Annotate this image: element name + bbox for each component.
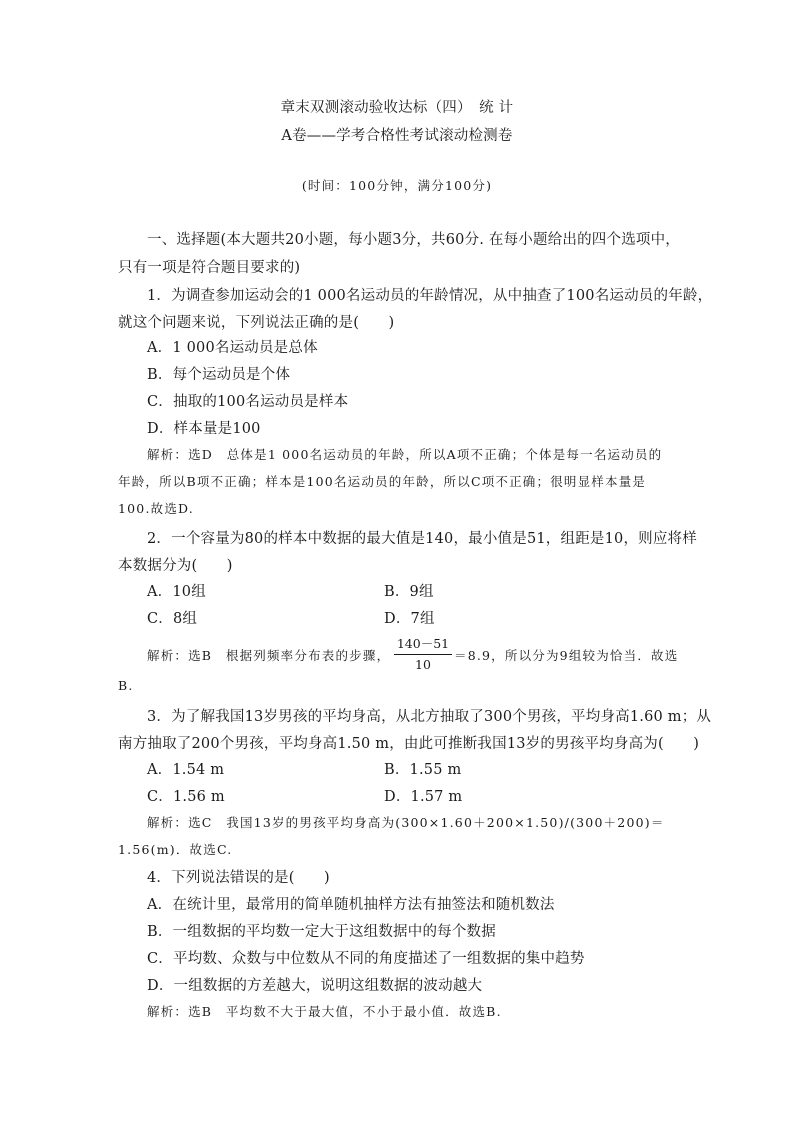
q3-solution: 解析：选C 我国13岁的男孩平均身高为(300×1.60＋200×1.50)/(300＋200)＝ bbox=[147, 815, 665, 830]
q2-stem-cont: 本数据分为( ) bbox=[118, 558, 233, 574]
q3-stem: 3．为了解我国13岁男孩的平均身高，从北方抽取了300个男孩，平均身高1.60 m；从 bbox=[147, 709, 712, 725]
q1-option-a: A．1 000名运动员是总体 bbox=[147, 340, 318, 356]
q4-solution: 解析：选B 平均数不大于最大值，不小于最小值．故选B. bbox=[147, 1004, 502, 1019]
q4-stem: 4．下列说法错误的是( ) bbox=[147, 870, 330, 886]
page-title: 章末双测滚动验收达标（四） 统 计 bbox=[280, 100, 514, 116]
q1-stem: 1．为调查参加运动会的1 000名运动员的年龄情况，从中抽查了100名运动员的年龄， bbox=[147, 288, 713, 304]
q3-option-c: C．1.56 m bbox=[147, 789, 225, 805]
q1-solution-cont: 年龄，所以B项不正确；样本是100名运动员的年龄，所以C项不正确；很明显样本量是 bbox=[118, 474, 647, 489]
fraction-bar bbox=[394, 654, 452, 655]
section-heading-cont: 只有一项是符合题目要求的) bbox=[118, 260, 301, 276]
q2-option-a: A．10组 bbox=[147, 584, 206, 600]
q2-option-c: C．8组 bbox=[147, 611, 198, 627]
q2-solution-end: B. bbox=[118, 678, 134, 693]
q3-option-b: B．1.55 m bbox=[384, 762, 462, 778]
q4-option-b: B．一组数据的平均数一定大于这组数据中的每个数据 bbox=[147, 924, 496, 940]
q2-fraction bbox=[394, 634, 452, 672]
q2-solution: 解析：选B 根据列频率分布表的步骤， bbox=[147, 648, 391, 663]
q1-option-d: D．样本量是100 bbox=[147, 421, 261, 437]
time-note: (时间：100分钟，满分100分) bbox=[301, 178, 493, 193]
q4-option-c: C．平均数、众数与中位数从不同的角度描述了一组数据的集中趋势 bbox=[147, 951, 585, 967]
q2-solution-tail: ＝8.9，所以分为9组较为恰当．故选 bbox=[454, 648, 679, 663]
q2-fraction-denominator: 10 bbox=[415, 657, 431, 672]
page-subtitle: A卷——学考合格性考试滚动检测卷 bbox=[281, 128, 513, 144]
q1-solution: 解析：选D 总体是1 000名运动员的年龄，所以A项不正确；个体是每一名运动员的 bbox=[147, 447, 663, 462]
q3-option-d: D．1.57 m bbox=[384, 789, 463, 805]
q4-option-d: D．一组数据的方差越大，说明这组数据的波动越大 bbox=[147, 978, 483, 994]
q1-solution-end: 100.故选D. bbox=[118, 501, 194, 516]
q3-stem-cont: 南方抽取了200个男孩，平均身高1.50 m，由此可推断我国13岁的男孩平均身高为( ) bbox=[118, 736, 700, 752]
q1-stem-cont: 就这个问题来说，下列说法正确的是( ) bbox=[118, 315, 395, 331]
q1-option-c: C．抽取的100名运动员是样本 bbox=[147, 394, 349, 410]
q2-option-d: D．7组 bbox=[384, 611, 435, 627]
q4-option-a: A．在统计里，最常用的简单随机抽样方法有抽签法和随机数法 bbox=[147, 897, 555, 913]
q2-option-b: B．9组 bbox=[384, 584, 434, 600]
q3-option-a: A．1.54 m bbox=[147, 762, 225, 778]
q3-solution-end: 1.56(m)．故选C. bbox=[118, 842, 233, 857]
q2-fraction-numerator: 140－51 bbox=[396, 636, 450, 651]
q2-stem: 2．一个容量为80的样本中数据的最大值是140，最小值是51，组距是10，则应将样 bbox=[147, 531, 697, 547]
q1-option-b: B．每个运动员是个体 bbox=[147, 367, 291, 383]
section-heading: 一、选择题(本大题共20小题，每小题3分，共60分. 在每小题给出的四个选项中， bbox=[147, 232, 680, 248]
